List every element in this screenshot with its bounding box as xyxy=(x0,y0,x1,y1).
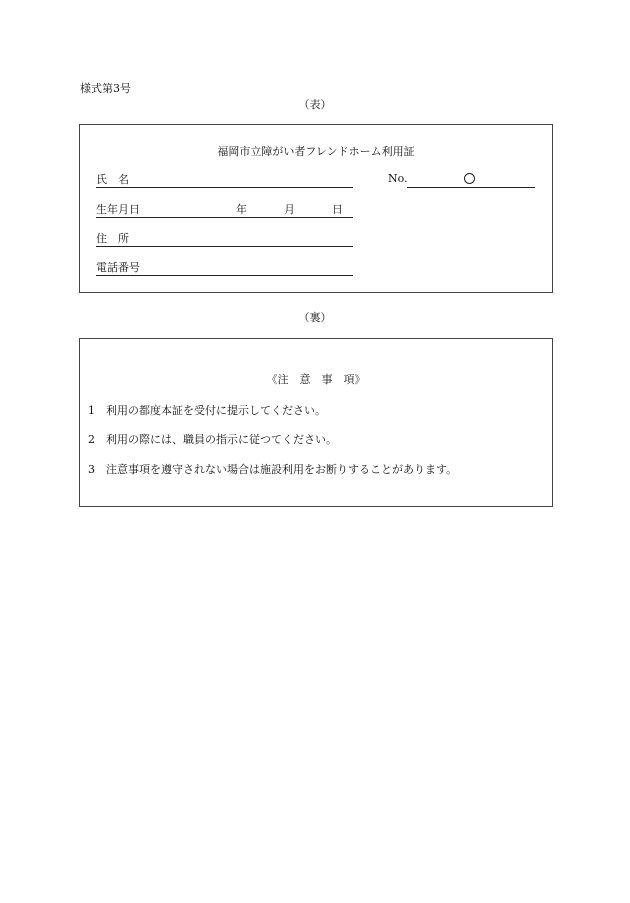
form-number: 様式第3号 xyxy=(80,82,131,95)
name-label: 氏 名 xyxy=(96,173,129,186)
card-title: 福岡市立障がい者フレンドホーム利用証 xyxy=(217,145,415,158)
notice-item-3: 3 注意事項を遵守されない場合は施設利用をお断りすることがあります。 xyxy=(88,463,458,476)
address-field[interactable] xyxy=(96,230,353,247)
birthdate-label: 生年月日 xyxy=(96,203,140,216)
back-side-label: （裏） xyxy=(298,311,332,324)
phone-field[interactable] xyxy=(96,259,353,276)
front-card xyxy=(79,124,553,293)
number-circle-mark xyxy=(464,173,475,184)
year-label: 年 xyxy=(236,203,247,216)
birthdate-field[interactable] xyxy=(96,201,353,218)
notice-heading: 《注 意 事 項》 xyxy=(266,373,366,386)
number-label: No. xyxy=(388,172,408,185)
phone-label: 電話番号 xyxy=(96,261,140,274)
notice-item-2: 2 利用の際には、職員の指示に従つてください。 xyxy=(88,433,337,446)
name-field[interactable] xyxy=(96,171,353,188)
front-side-label: （表） xyxy=(298,98,332,111)
day-label: 日 xyxy=(332,203,343,216)
address-label: 住 所 xyxy=(96,232,129,245)
month-label: 月 xyxy=(284,203,295,216)
back-card xyxy=(79,338,553,507)
number-field[interactable] xyxy=(407,171,535,188)
notice-item-1: 1 利用の都度本証を受付に提示してください。 xyxy=(88,404,326,417)
